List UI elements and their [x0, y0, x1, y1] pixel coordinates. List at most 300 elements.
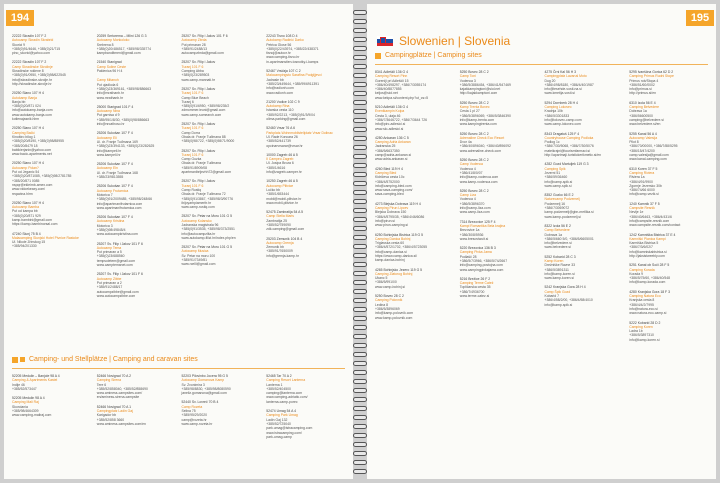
entry-location: 52466 Novigrad 70 A 1 — [96, 404, 132, 409]
directory-entry — [266, 237, 345, 258]
entry-name: Autocamp Kolansko — [181, 218, 212, 223]
entry-detail: +386/7/3069072 — [544, 206, 570, 211]
entry-detail: +385/52/441739 — [266, 139, 291, 144]
entry-location: 1242 Kamniška Bistrica 37 E 4 — [629, 232, 676, 237]
entry-detail: +385/95/1/8/30, +385(0)98/886663 — [96, 117, 150, 122]
entry-location: 4275 Črni Kal 56 H 3 — [544, 70, 576, 74]
entry-detail: Skorici 9 — [12, 42, 26, 47]
entry-detail: www.slo-adlesici.si — [375, 126, 404, 131]
directory-entry — [12, 232, 91, 249]
binding-ring — [353, 190, 367, 195]
entry-location: 52205 Medulin – Banjole 98 A 4 — [12, 374, 60, 378]
entry-detail: http://kajakkamptoni.com — [459, 91, 498, 96]
directory-entry — [375, 105, 454, 131]
entry-location: 5255 Kanal 56 A 4 — [629, 131, 657, 136]
entry-detail: +386/5/3301833 — [544, 113, 570, 118]
entry-name: Autocamp Nina — [96, 109, 120, 114]
entry-detail: +385(0)91/4646, +385(0)21/715 — [12, 46, 61, 51]
directory-entry — [629, 233, 708, 259]
directory-entry — [375, 70, 454, 100]
entry-detail: Jezerni 51 — [544, 170, 561, 175]
entry-detail: info@skradinske-skrolje.hr — [12, 77, 52, 82]
entry-detail: www.apartmanifrutarnica.com — [96, 205, 142, 210]
entry-detail: info@kamp-koren.si — [629, 337, 660, 342]
entry-location: 52440 Sv. Lovreč 70 B 4 — [181, 400, 219, 405]
left-page — [4, 4, 353, 479]
entry-location: 10250 Zagreb 46 A 5 — [266, 179, 298, 184]
entry-detail: www.camping-tisno.hr — [266, 55, 300, 60]
entry-detail: Kranjska cesta 8 — [629, 298, 655, 303]
entry-location: 52205 Medulin 98 A 4 — [12, 396, 45, 401]
binding-ring — [353, 136, 367, 141]
entry-detail: www.autocampkristina.com — [96, 232, 138, 237]
entry-detail: +386/51/60/0002 — [629, 82, 655, 87]
directory-entry — [182, 60, 261, 81]
directory-entry — [97, 405, 176, 426]
entry-detail: Obala dr. Franje Tuđmana — [181, 161, 221, 166]
entry-location: 47240 Slunj 75 B 4 — [12, 231, 41, 236]
directory-entry — [629, 290, 708, 316]
listing-column — [12, 374, 91, 474]
binding-ring — [353, 469, 367, 474]
entry-name: Camp Vodenca — [459, 162, 483, 167]
entry-detail: www.camp-somearch.com — [181, 112, 222, 117]
entry-detail: Banja bb — [12, 99, 26, 104]
directory-entry — [460, 101, 539, 127]
entry-location: 25207 Sv. Filip i Jakov — [181, 179, 216, 184]
entry-detail: +386/7/3/6/02/7 — [629, 245, 653, 250]
entry-location: 5250 Bovec 28 C 2 — [459, 131, 489, 136]
entry-detail: Cesta 1 pl 27 — [459, 109, 480, 114]
listing-column — [97, 34, 176, 334]
entry-location: 5250 Bovec 28 C 2 — [459, 158, 489, 163]
entry-name: Autocamp Tema — [96, 245, 122, 250]
entry-detail: Ladra 1b — [629, 329, 643, 334]
entry-detail: Korada 9 — [629, 271, 644, 276]
directory-entry — [266, 179, 345, 205]
entry-detail: Jadrasle bb — [266, 77, 284, 82]
entry-detail: +386/56600500 — [629, 113, 653, 118]
entry-detail: www.kamp-polovnik.com — [375, 315, 413, 320]
entry-location: 6310 Izola 56 E 4 — [629, 100, 656, 105]
entry-name: Camping Polovnik — [375, 298, 403, 303]
entry-detail: +385(0)98/722, +385(0)98/71/9000 — [181, 139, 235, 144]
directory-entry — [266, 34, 345, 64]
entry-name: Autocamp Zibbe — [96, 276, 122, 281]
directory-entry — [545, 255, 624, 281]
entry-detail: +385(0)91/0950, +385(0)98/622545 — [12, 73, 66, 78]
entry-location: 21540 Stanigrad — [96, 60, 122, 65]
entry-detail: +385(0)91/3867, +385/98/3/90776 — [181, 196, 233, 201]
entry-name: Autokamp Banja — [12, 95, 37, 100]
entry-name: Turanj 101 F 6 — [181, 126, 204, 131]
directory-entry — [460, 220, 539, 241]
entry-name: Campingplatz Lazaruš Moto — [544, 74, 587, 79]
entry-location: 5250 Bovec 28 C 2 — [375, 294, 404, 299]
entry-detail: info@radionh.com — [266, 86, 294, 91]
entry-detail: Obala dr. Franje Tuđmana 72 — [181, 192, 226, 197]
entry-name: Camp Stella Maris — [266, 214, 294, 219]
entry-detail: info@kamp-spik.si — [544, 302, 573, 307]
entry-name: Autocamp Plitvice — [266, 183, 294, 188]
entry-detail: www.adrenaline-check.com — [459, 148, 502, 153]
directory-entry — [545, 132, 624, 158]
entry-name: Autocamp Skradin Skrabrid — [12, 38, 54, 43]
entry-detail: +385/52/858 3660 — [96, 417, 125, 422]
entry-detail: Zemunik bb — [266, 245, 284, 250]
entry-name: Camping Natura Eco — [629, 294, 661, 299]
entry-detail: Motorica 7 — [96, 192, 113, 197]
entry-detail: Put ujadkola 6 — [96, 82, 119, 87]
entry-detail: camp@rozeta.hr — [181, 417, 207, 422]
entry-detail: Camp Blue Beach — [181, 95, 209, 100]
directory-entry — [12, 34, 91, 55]
directory-entry — [460, 158, 539, 184]
entry-detail: kotlenajasnik.hlrm — [12, 117, 40, 122]
directory-entry — [266, 69, 345, 95]
entry-detail: Camping Abba — [181, 69, 204, 74]
entry-detail: +386/4/5752000 — [375, 179, 400, 184]
entry-location: 25206 Sukošan 107 F 4 — [96, 184, 133, 189]
directory-entry — [375, 233, 454, 263]
section-title: Camping- und Stellplätze | Camping and caravan sites — [29, 356, 198, 363]
entry-detail: Kidričeva cesta 10c — [375, 175, 405, 180]
entry-detail: +385/52/858040, +385/52/858690 — [96, 386, 148, 391]
entry-detail: +385/92/2213, +385(0)91/3/9/04 — [266, 112, 315, 117]
entry-detail: www.camp-bohinj.si — [375, 284, 405, 289]
entry-location: 25000 Starigrad 101 F 4 — [96, 104, 134, 109]
entry-detail: +385(0)20/871085, +385(0)98/2781785 — [12, 174, 72, 179]
entry-detail: +385/52/725040 — [266, 421, 291, 426]
entry-detail: www.radionh.com — [266, 90, 294, 95]
entry-name: Camping Mali Raj — [12, 400, 39, 405]
directory-entry — [97, 60, 176, 73]
entry-detail: Dvor 4a — [459, 140, 472, 145]
entry-detail: +385/52/404500 — [266, 386, 291, 391]
entry-location: 8352 Gozko 66 E 2 — [544, 193, 574, 198]
directory-entry — [375, 136, 454, 162]
entry-detail: info@primus.si — [629, 87, 652, 92]
listing-column — [182, 374, 261, 474]
listing-column — [97, 374, 176, 474]
entry-detail: www.kampingtrenta.com — [459, 122, 497, 127]
entry-location: 20250 Slano 107 H 4 — [12, 200, 44, 205]
binding-ring — [353, 28, 367, 33]
top-listing — [12, 34, 345, 334]
entry-detail: +385/91/7349/81 — [181, 258, 208, 263]
entry-detail: Paklenica 96 H 4 — [96, 69, 123, 74]
entry-location: 52467 Vrsi/aja 107 C 2 — [266, 69, 301, 74]
entry-detail: +386/5/3886454, +386/41/547469 — [459, 82, 511, 87]
binding-ring — [353, 163, 367, 168]
directory-entry — [460, 246, 539, 272]
entry-detail: Brezovice 1a — [459, 228, 480, 233]
entry-detail: www.kamp-vodenca.com — [459, 179, 498, 184]
binding-ring — [353, 325, 367, 330]
entry-location: 20250 Slano 107 H 4 — [12, 161, 44, 166]
entry-location: 6250 Bohinjska Bistrica 119 G 5 — [375, 232, 423, 237]
entry-detail: +385/1/4616 — [266, 165, 286, 170]
entry-name: Autocamp Valesija — [629, 135, 658, 140]
entry-detail: +386/4/91/9900 — [629, 179, 653, 184]
listing-column — [375, 70, 454, 475]
entry-location: 5294 Dornberk 28 H 4 — [544, 100, 578, 105]
entry-name: Kamniški Planica Kampi — [629, 236, 666, 241]
directory-entry — [12, 201, 91, 227]
binding-ring — [353, 127, 367, 132]
entry-detail: info@zagreb-camper.hr — [266, 170, 302, 175]
entry-location: 20259 Smtorema – Mlini 126 G 3 — [96, 34, 147, 38]
entry-detail: Podzemelj 16 — [544, 201, 566, 206]
entry-detail: info@kampeli.hr — [96, 148, 122, 153]
entry-detail: +386/4/98/8180, +386/4/40/1987 — [544, 82, 594, 87]
binding-ring — [353, 298, 367, 303]
entry-detail: autocampzibbe@gmail.com — [96, 289, 139, 294]
entry-detail: kamp.podzemelj@gbn-metlika.si — [544, 210, 594, 215]
entry-location: 5216 Brežice 26 F 2 — [459, 276, 491, 281]
listing-column — [629, 70, 708, 475]
entry-name: Camping Koren — [629, 324, 653, 329]
entry-name: Camping Belvedere — [629, 105, 660, 110]
entry-name: Camping Lokovec — [544, 105, 572, 110]
directory-entry — [182, 149, 261, 175]
binding-ring — [353, 307, 367, 312]
entry-location: 5222 Kobarid 28 D 2 — [629, 320, 661, 325]
entry-location: 52203 Pilovinbo Jocera 95 G 5 — [181, 374, 228, 378]
entry-detail: info@apartmanifrutarnica.com — [96, 201, 143, 206]
entry-detail: www.kamp-podzemelj.si — [544, 214, 581, 219]
entry-name: Autocamp Kristina — [96, 219, 125, 224]
entry-location: 25207 Sv. Petar na Moru 101 G 5 — [181, 245, 232, 250]
entry-detail: lanterna-camp-porec — [266, 399, 298, 404]
binding-ring — [353, 289, 367, 294]
entry-detail: tisnoj@autocr.hr — [266, 51, 291, 56]
entry-name: Il Campeo Zagreb — [266, 157, 294, 162]
entry-detail: +386/7/4936700 — [459, 289, 485, 294]
entry-detail: +385/91/2488/17 — [96, 285, 123, 290]
entry-name: Autocamp Musica — [181, 249, 209, 254]
directory-entry — [182, 400, 261, 426]
entry-detail: http://jaksistweebly.com — [629, 253, 665, 258]
directory-entry — [629, 101, 708, 127]
binding-ring — [353, 415, 367, 420]
bottom-listing — [12, 374, 345, 474]
entry-detail: Goreniji pri Adlešiči 15 — [375, 78, 409, 83]
entry-detail: www.bresoviwuit.si — [459, 236, 489, 241]
entry-name: Camp Mitanoh — [96, 78, 119, 83]
entry-detail: info@kamniskabistrica.si — [629, 249, 667, 254]
entry-detail: park.umag@istracamping.com — [266, 426, 313, 431]
entry-detail: Pilot 8 — [629, 140, 639, 145]
binding-ring — [353, 100, 367, 105]
entry-detail: Put od kampa bb — [12, 209, 38, 214]
entry-name: Camp Toni — [459, 74, 476, 79]
binding-ring — [353, 262, 367, 267]
entry-detail: www.campingpivkajama.com — [459, 267, 504, 272]
entry-detail: www.aminess-campsites.com/ — [96, 391, 143, 396]
entry-detail: www.camp-mannati.hr — [181, 77, 216, 82]
entry-detail: www.adria-ankaran.si — [375, 157, 408, 162]
entry-detail: +385(0)23/688560 — [96, 254, 125, 259]
entry-location: 4280 Kranjska Gora 18 F 3 — [629, 289, 670, 294]
binding-ring — [353, 271, 367, 276]
entry-detail: +386/5/9910/0 — [375, 280, 397, 285]
entry-location: 20250 Slano 107 H 4 — [12, 126, 44, 131]
entry-name: Camping Pirun Lipcev — [375, 206, 409, 211]
entry-location: 20250 Slano 107 H 4 — [12, 91, 44, 96]
entry-detail: www.autocampzibbe.com — [96, 293, 136, 298]
entry-detail: Ul. dr. Franje Tuđmana 169 — [96, 139, 138, 144]
entry-detail: www.sava-camping.com/ — [375, 188, 413, 193]
entry-name: Camp Soline Ceste — [96, 64, 126, 69]
entry-detail: olima.parking@gmail.com — [266, 117, 306, 122]
entry-location: 25206 Sukošan 107 F 4 — [96, 215, 133, 220]
entry-detail: +386/5/3891311 — [544, 267, 569, 272]
entry-location: 25207 Sv. Filip i Jakov — [181, 122, 216, 127]
entry-detail: +385(0)23/394133, +385(0)23/282625 — [96, 144, 155, 149]
entry-name: Camping Park Umag — [266, 413, 298, 418]
section-heading-camping-caravan — [12, 356, 198, 363]
entry-detail: info@camp-vezik.si — [629, 192, 659, 197]
entry-name: Autocamp Frutarnica — [96, 188, 129, 193]
entry-detail: Podlašč 28 — [459, 254, 477, 259]
entry-detail: www.kanal-camping.com — [629, 157, 667, 162]
entry-location: 52465 Tar 70 A 2 — [266, 374, 292, 378]
entry-detail: info@autokamp-banja.com — [12, 108, 53, 113]
entry-name: Camp Skradinske Skrolinje — [12, 64, 53, 69]
entry-location: 25207 Sv. Filip i Jakov — [181, 60, 216, 65]
entry-detail: +385/1/653444 — [266, 192, 289, 197]
entry-location: 5220 Brezovica 136 B 3 — [459, 246, 496, 251]
entry-detail: Jadranska magistrala 96 — [181, 222, 219, 227]
binding-ring — [353, 118, 367, 123]
entry-detail: info@natura-eco.si — [629, 306, 658, 311]
entry-detail: +385(0)20/8190, +385(0)98/88955 — [12, 139, 64, 144]
entry-name: Camping Primus Rudni Stope — [629, 74, 674, 79]
entry-name: Naturecamp Podzemelj — [544, 197, 580, 202]
entry-name: Campingplatz Ladin Gaj — [96, 409, 133, 414]
tent-icon — [12, 357, 18, 363]
directory-entry — [266, 210, 345, 231]
entry-name: Autocamp Polan? — [12, 165, 39, 170]
section-divider — [12, 368, 345, 369]
entry-detail: kampbanditmeni@gmail.com — [96, 51, 141, 56]
entry-location: 5250 Bovec 28 C 2 — [459, 100, 489, 105]
entry-detail: Ukanc 5 — [375, 276, 388, 281]
directory-entry — [182, 374, 261, 395]
entry-detail: +385(0)22/43974, +385/22/438371 — [266, 46, 319, 51]
entry-location: 52460 Vrsar 76 A 6 — [266, 126, 295, 131]
entry-detail: Put primaran 28 — [181, 42, 206, 47]
listing-column — [460, 70, 539, 475]
directory-entry — [12, 396, 91, 417]
entry-detail: www.bacic-apartments.net — [12, 152, 52, 157]
directory-entry — [97, 184, 176, 210]
directory-entry — [97, 162, 176, 179]
entry-detail: Kinoštro bilog 1 — [12, 134, 36, 139]
entry-detail: Camp Rustiq — [181, 187, 202, 192]
entry-detail: +385/95/29/2020 — [181, 413, 208, 418]
entry-detail: www.autokamp-banja.com — [12, 112, 52, 117]
entry-name: Malocampingsto Sarafina Podgljjevci — [266, 73, 322, 78]
entry-detail: Topličarska cesta 35 — [459, 285, 491, 290]
entry-location: 8341 Adlešiči 136 G 4 — [375, 70, 408, 74]
entry-detail: +385/91/7650009 — [266, 249, 293, 254]
entry-detail: +386/5/6637350 — [375, 148, 400, 153]
entry-detail: Ul. dr. Franje Tuđmana 168 — [96, 170, 138, 175]
directory-entry — [266, 409, 345, 439]
entry-location: 52474 Umag 54 A 4 — [266, 409, 297, 414]
entry-detail: Riviera 1a — [629, 175, 645, 180]
entry-name: Autocamp Gremja — [266, 240, 294, 245]
entry-detail: opcinarvrsarar@vrsar.hr — [266, 143, 303, 148]
entry-detail: www.kmetija-vosti.si — [544, 91, 575, 96]
entry-detail: info@camp-danica.si — [375, 249, 407, 254]
entry-detail: Vodenca 4 — [459, 166, 476, 171]
entry-detail: +385(0)20/871 929 — [12, 213, 41, 218]
entry-name: Turanj 101 F 6 — [181, 91, 204, 96]
binding-ring — [353, 442, 367, 447]
binding-ring — [353, 379, 367, 384]
entry-detail: Srebrena 8 — [96, 42, 114, 47]
binding-ring — [353, 91, 367, 96]
entry-detail: +385(0)23/369161, +385/98/886663 — [96, 86, 152, 91]
entry-detail: park-umag-camp — [266, 434, 292, 439]
entry-location: 8343 Dragatuš 125 F 4 — [544, 131, 580, 136]
entry-detail: +385/20/871 0085 — [12, 178, 40, 183]
entry-detail: www.belvedere.si — [544, 245, 571, 250]
entry-name: Camping Bled — [375, 170, 397, 175]
directory-entry — [460, 132, 539, 153]
entry-name: Campsite Resnik — [629, 206, 655, 211]
entry-detail: Put primaran a 2 — [96, 280, 122, 285]
entry-name: Autocamp Monkoloko — [96, 38, 130, 43]
entry-detail: Vodenca 4 — [459, 197, 476, 202]
directory-entry — [12, 161, 91, 195]
entry-detail: camp@adria-ankaran.si — [375, 153, 412, 158]
directory-entry — [545, 70, 624, 96]
entry-detail: info@kamp-koren.si — [544, 271, 575, 276]
entry-detail: +385(0)20/486517, +385/98/335774 — [96, 46, 152, 51]
entry-detail: Istarska cesta 110 — [266, 108, 294, 113]
entry-location: 10000 Zagreb 46 A 5 — [266, 152, 298, 157]
entry-detail: Karmiška Bistrica 5 — [629, 241, 659, 246]
entry-detail: www.camptemanet.com — [96, 263, 133, 268]
listing-column — [266, 374, 345, 474]
entry-detail: +386/5/660 5/0, +386/5/6605001 — [544, 236, 594, 241]
entry-detail: +385(0)91/6950, +385/98/235/2 — [181, 104, 230, 109]
directory-entry — [97, 215, 176, 236]
entry-detail: http://skradinske-skrolje.hr — [12, 81, 52, 86]
entry-detail: +385/94/201330 — [12, 244, 37, 249]
entry-name: Camping & Apartments Kastel — [12, 378, 58, 383]
binding-ring — [353, 46, 367, 51]
directory-entry — [97, 272, 176, 298]
directory-entry — [375, 167, 454, 197]
entry-name: Autocamp Bamba — [12, 205, 39, 210]
entry-detail: info@lokovec-camp.com — [544, 117, 582, 122]
directory-entry — [266, 100, 345, 121]
entry-detail: pino_skorici@yahoo.com — [12, 51, 50, 56]
entry-detail: +386/59/36460 — [544, 175, 568, 180]
entry-detail: ibijoyarhpiameritr.hr — [181, 200, 212, 205]
entry-detail: Kradnja 10b — [544, 109, 563, 114]
entry-detail: +386/40/498297, +386/7/3055174 — [375, 82, 427, 87]
binding-ring — [353, 235, 367, 240]
entry-detail: Petrica Glose 56 — [266, 42, 292, 47]
entry-detail: Drežniške Ravne 33 — [544, 263, 576, 268]
entry-detail: +386/40/6463, +386/4/431/6 — [629, 214, 672, 219]
